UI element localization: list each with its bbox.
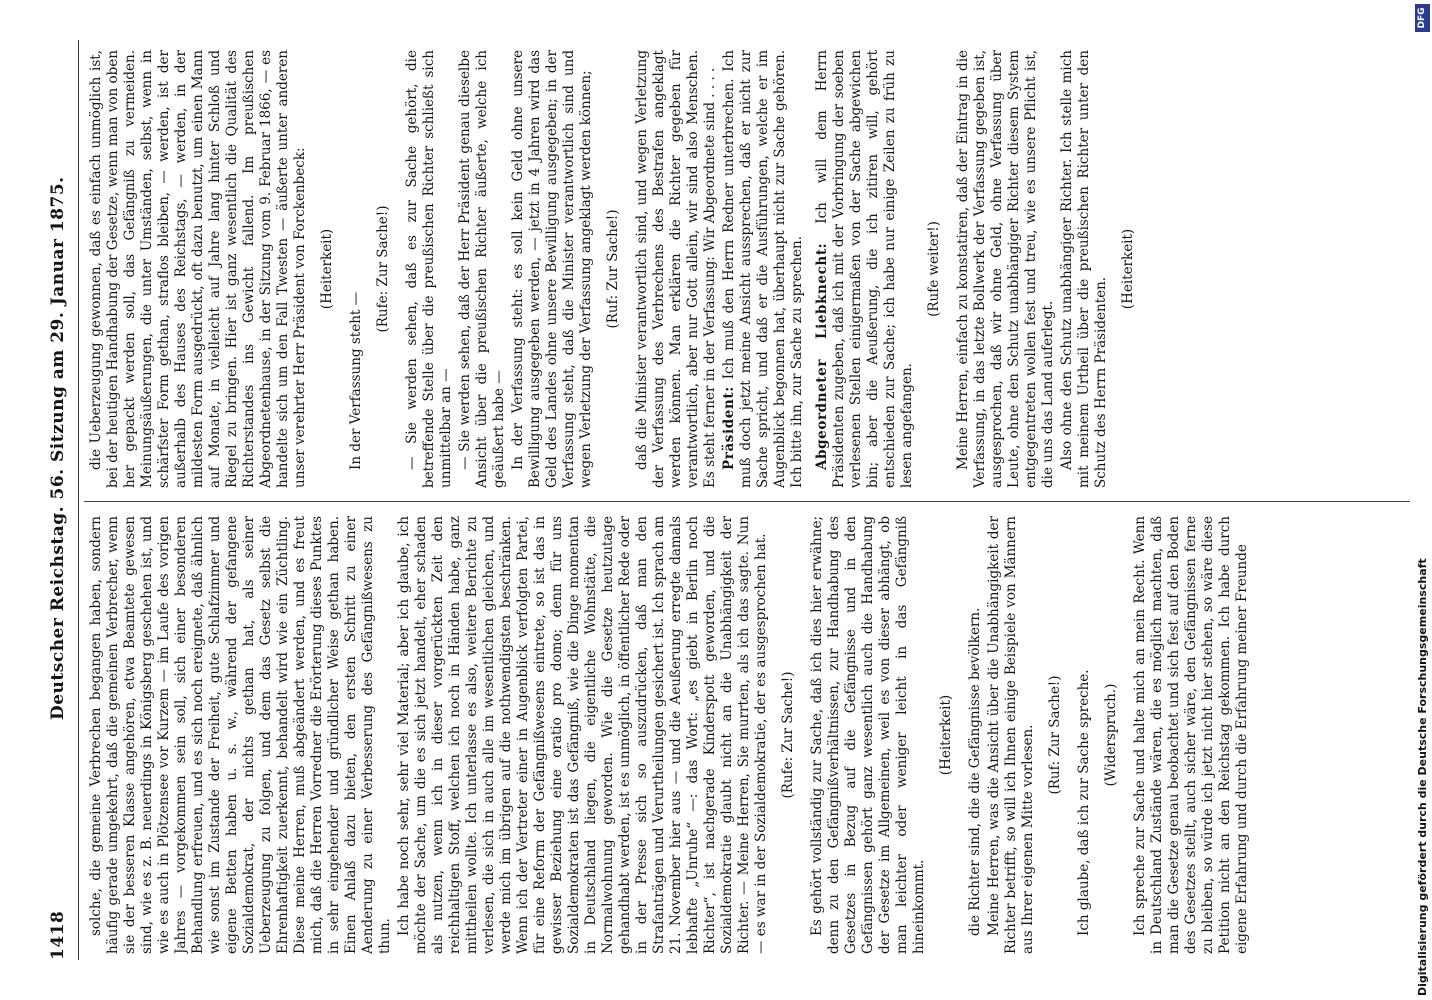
stage-direction: (Rufe: Zur Sache!) xyxy=(375,205,391,333)
speech-text: Ich will dem Herrn Präsidenten zugeben, daß ich mit der Vorbringung der soeben verlesenen Stellen einigermaßen von der Sache abgewichen bin; aber die Aeußerung, die ich zitiren will, gehört entschieden zur Sache; ich habe nur einige Zeilen zu früh zu lesen angefangen. xyxy=(814,50,915,488)
body-paragraph: Also ohne den Schutz unabhängiger Richter. Ich stelle mich mit meinem Urtheil über die preußischen Richter unter den Schutz des Herrn Präsidenten. xyxy=(1059,50,1109,488)
stage-direction: (Ruf: Zur Sache!) xyxy=(1047,675,1063,795)
body-paragraph: die Ueberzeugung gewonnen, daß es einfach unmöglich ist, bei der heutigen Handhabung der Gesetze, wenn man von oben her gepackt werden soll, das Gefängniß zu vermeiden. Meinungsäußerungen, die unter Umständen, selbst, wenn in schärfster Form gethan, straflos bleiben, — werden, ist der außerhalb des Hauses des Reichstags, — werden, in der mildesten Form ausgedrückt, oft dazu benutzt, um einen Mann auf Monate, in vielleicht auf Jahre lang hinter Schloß und Riegel zu bringen. Hier ist ganz wesentlich die Qualität des Richterstandes ins Gewicht fallend. Im preußischen Abgeordnetenhause, in der Sitzung vom 9. Februar 1866, — es handelte sich um den Fall Twesten — äußerte unter anderen unser verehrter Herr Präsident von Forckenbeck: xyxy=(88,50,308,488)
speaker-paragraph xyxy=(814,50,916,488)
stage-direction: (Rufe: Zur Sache!) xyxy=(780,671,796,799)
body-paragraph: — Sie werden sehen, daß der Herr Präsident genau dieselbe Ansicht über die preußischen Richter äußerte, welche ich geäußert habe — xyxy=(457,50,507,488)
speaker-name: Abgeordneter Liebknecht: xyxy=(814,242,830,470)
body-paragraph: Meine Herren, was die Ansicht über die Unabhängigkeit der Richter betrifft, so will ich Ihnen einige Beispiele von Männern aus Ihrer eigenen Mitte vorlesen. xyxy=(986,516,1036,954)
column-divider xyxy=(84,501,1410,502)
page-number: 1418 xyxy=(48,910,68,960)
body-paragraph: die Richter sind, die die Gefängnisse bevölkern. xyxy=(967,607,983,936)
body-paragraph: Meine Herren, einfach zu konstatiren, daß der Eintrag in die Verfassung, in das letzte Bollwerk der Verfassung gegeben ist, ausgesprochen, daß wir ohne Geld, ohne Verfassung über Leute, ohne den Schutz unabhängiger Richter diesem System entgegentreten wollen fest und treu, wie es unsere Pflicht ist, die uns das Land auferlegt. xyxy=(955,50,1056,488)
body-paragraph: In der Verfassung steht: es soll kein Geld ohne unsere Bewilligung ausgegeben werden, — jetzt in 4 Jahren wird das Geld des Landes ohne unsere Bewilligung ausgegeben; in der Verfassung steht, daß die Minister verantwortlich sind und wegen Verletzung der Verfassung angeklagt werden können; xyxy=(510,50,594,488)
page-footer xyxy=(1416,0,1432,1000)
running-title: Deutscher Reichstag. 56. Sitzung am 29. Januar 1875. xyxy=(48,176,68,720)
body-paragraph: Ich habe noch sehr, sehr viel Material; aber ich glaube, ich möchte der Sache, um die es sich jetzt handelt, eher schaden als nutzen, wenn ich in dieser vorgerückten Zeit den reichhaltigen Stoff, welchen ich noch in Händen habe, ganz mittheilen wollte. Ich unterlasse es also, weitere Berichte zu verlesen, die sich in auch alle im wesentlichen gleichen, und werde mich im übrigen auf die nothwendigsten beschränken. Wenn ich der Vertreter einer in Augenblick verfolgten Partei, für eine Reform der Gefängnißwesens eintrete, so ist das in gewisser Beziehung eine oratio pro domo; denn für uns Sozialdemokraten ist das Gefängniß, wie die Dinge momentan in Deutschland liegen, die eigentliche Wohnstätte, die Normalwohnung geworden. Wie die Gesetze heutzutage gehandhabt werden, ist es unmöglich, in öffentlicher Rede oder in der Presse sich so auszudrücken, daß man den Strafanträgen und Verurtheilungen gesichert ist. Ich sprach am 21. November hier aus — und die Aeußerung erregte damals lebhafte „Unruhe“ —: das Wort: „es giebt in Berlin noch Richter“, ist nachgerade Kinderspott geworden, und die Sozialdemokratie glaubt nicht an die Unabhängigkeit der Richter. — Meine Herren, Sie murrten, als ich das sagte. Nun — es war in der Sozialdemokratie, der es ausgesprochen hat. xyxy=(396,516,769,954)
right-column xyxy=(88,50,1378,488)
body-paragraph: Ich spreche zur Sache und halte mich an mein Recht. Wenn in Deutschland Zustände wären, die es möglich machten, daß man die Gesetze genau beobachtet und sich fest auf den Boden des Gesetzes stellt, auch sicher wäre, den Gefängnissen ferne zu bleiben, so würde ich jetzt nicht hier stehen, so wäre diese Petition nicht an den Reichstag gekommen. Ich habe durch eigene Erfahrung und durch die Erfahrung meiner Freunde xyxy=(1132,516,1250,954)
speaker-paragraph xyxy=(721,50,806,488)
body-paragraph: Es gehört vollständig zur Sache, daß ich dies hier erwähne; denn zu den Gefängnißverhältnissen, zur Handhabung des Gesetzes in Bezug auf die Gefängnisse und in den Gefängnissen gehört ganz wesentlich auch die Handhabung der Gesetze im Allgemeinen, weil es von dieser abhängt, ob man leichter oder weniger leicht in das Gefängniß hineinkommt. xyxy=(809,516,927,954)
body-paragraph: solche, die gemeine Verbrechen begangen haben, sondern häufig gerade umgekehrt, daß die gemeinen Verbrecher, wenn sie der besseren Klasse angehören, etwa Beamtete gewesen sind, wie es z. B. neuerdings in Königsberg geschehen ist, und wie es auch in Plötzensee vor Kurzem — im Laufe des vorigen Jahres — vorgekommen sein soll, sich einer besonderen Behandlung erfreuen, und es sich noch ereignete, daß ähnlich wie sonst im Zustande der Freiheit, gute Schlafzimmer und eigene Betten haben u. s. w., während der gefangene Sozialdemokrat, der nichts gethan hat, als seiner Ueberzeugung zu folgen, und dem das Gesetz selbst die Ehrenhaftigkeit zuerkennt, behandelt wird wie ein Züchtling. Diese meine Herren, muß abgeändert werden, und es freut mich, daß die Herren Vorredner die Erörterung dieses Punktes in sehr eingehender und gründlicher Weise gethan haben. Einen Anlaß dazu bieten, den ersten Schritt zu einer Aenderung zu einer Verbesserung des Gefängnißwesens zu thun. xyxy=(88,516,393,954)
body-paragraph: daß die Minister verantwortlich sind, und wegen Verletzung der Verfassung des Verbrechens des Bestrafen angeklagt werden können. Man erklären die Richter gegeben für verantwortlich, aber nur Gott allein, wir sind also Menschen. Es steht ferner in der Verfassung: Wir Abgeordnete sind . . . . xyxy=(634,50,718,488)
stage-direction: (Rufe weiter!) xyxy=(926,221,942,317)
footer-credit: Digitalisierung gefördert durch die Deutsche Forschungsgemeinschaft xyxy=(1416,558,1429,996)
stage-direction: (Heiterkeit) xyxy=(319,228,335,310)
stage-direction: (Heiterkeit) xyxy=(1120,228,1136,310)
stage-direction: (Ruf: Zur Sache!) xyxy=(605,209,621,329)
left-column xyxy=(88,516,1378,954)
page-header xyxy=(48,40,74,960)
speaker-name: Präsident: xyxy=(721,386,737,470)
speech-text: Ich muß den Herrn Redner unterbrechen. Ich muß doch jetzt meine Ansicht aussprechen, daß er nicht zur Sache spricht, und daß er die Ausführungen, welche er im Augenblick begonnen hat, überhaupt nicht zur Sache gehören. Ich bitte ihn, zur Sache zu sprechen. xyxy=(721,50,805,488)
stage-direction: (Widerspruch.) xyxy=(1103,683,1119,787)
body-paragraph: Ich glaube, daß ich zur Sache spreche. xyxy=(1076,669,1092,936)
dfg-logo: DFG xyxy=(1415,4,1430,32)
body-paragraph: In der Verfassung steht — xyxy=(348,291,364,470)
stage-direction: (Heiterkeit) xyxy=(938,694,954,776)
header-rule xyxy=(78,40,79,960)
body-paragraph: — Sie werden sehen, daß es zur Sache gehört, die betreffende Stelle über die preußischen Richter schließt sich unmittelbar an — xyxy=(404,50,454,488)
